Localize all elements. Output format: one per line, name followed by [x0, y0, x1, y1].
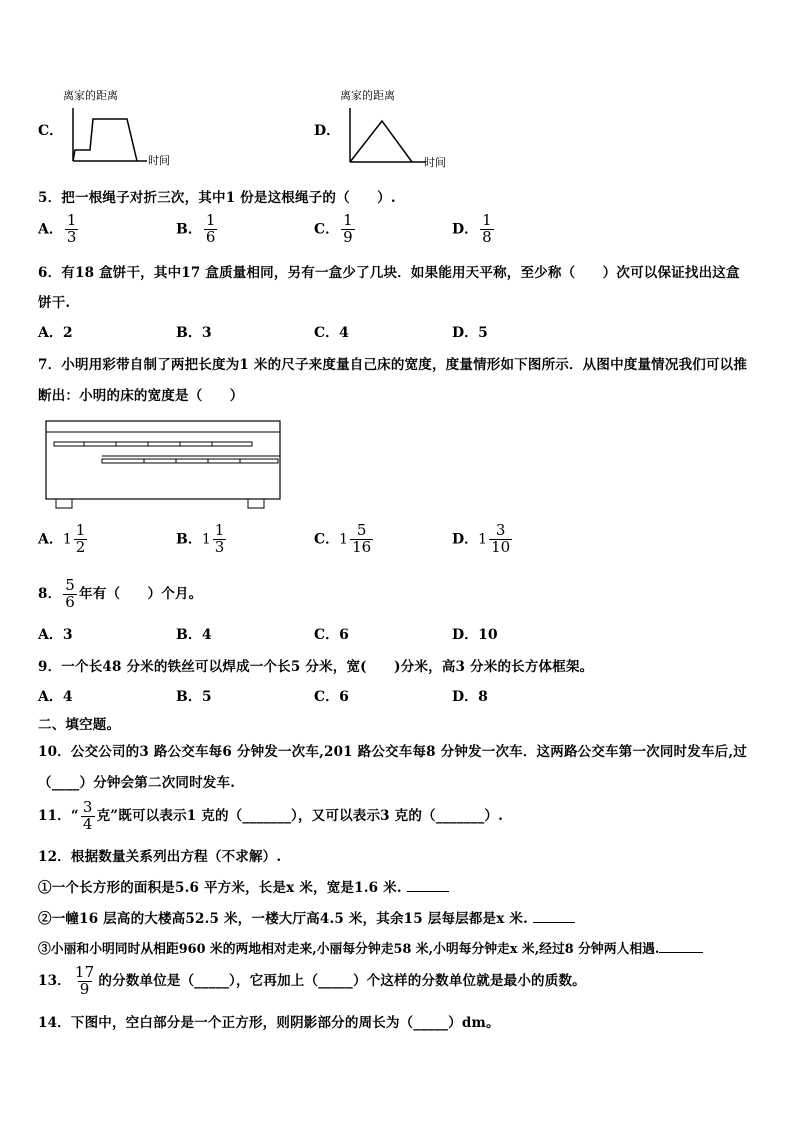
answer-blank[interactable]	[659, 940, 703, 953]
q13-text: 13． $\frac{17}{9}$ 的分数单位是（_____），它再加上（_____）个这样的分数单位就是最小的质数。	[38, 963, 586, 998]
q14-text: 14．下图中，空白部分是一个正方形，则阴影部分的周长为（_____）dm。	[38, 1015, 500, 1031]
q9-option-a: A．4	[38, 689, 73, 705]
q4-d-x-axis-label: 时间	[424, 156, 446, 168]
q7-option-b: B．1 $\frac{1}{3}$	[176, 521, 225, 556]
q5-text: 5．把一根绳子对折三次，其中1 份是这根绳子的（ ）.	[38, 190, 396, 206]
q4-d-curve	[350, 121, 412, 162]
q5-option-b: B． $\frac{1}{6}$	[176, 211, 216, 246]
q12-item-1: ①一个长方形的面积是5.6 平方米，长是x 米，宽是1.6 米.	[38, 876, 449, 896]
q12-item-2: ②一幢16 层高的大楼高52.5 米，一楼大厅高4.5 米，其余15 层每层都是x 米.	[38, 907, 575, 927]
q11-text: 11．“ $\frac{3}{4}$ 克”既可以表示1 克的（_______），又可以表示3 克的（_______）.	[38, 798, 504, 833]
q7-text-line1: 7．小明用彩带自制了两把长度为1 米的尺子来度量自己床的宽度，度量情形如下图所示．从图中度量情况我们可以推	[38, 357, 748, 373]
q7-option-c: C．1 $\frac{5}{16}$	[314, 521, 372, 556]
q4-option-c-graph	[55, 86, 175, 166]
q6-text-line1: 6．有18 盒饼干，其中17 盒质量相同，另有一盒少了几块．如果能用天平称，至少称（ ）次可以保证找出这盒	[38, 265, 740, 281]
q4-c-y-axis-label: 离家的距离	[63, 89, 118, 102]
q7-text-line2: 断出：小明的床的宽度是（ ）	[38, 388, 244, 404]
q9-option-d: D．8	[452, 689, 488, 705]
ruler-2	[102, 459, 278, 463]
q4-c-curve	[73, 119, 137, 161]
answer-blank[interactable]	[533, 910, 575, 923]
q5-option-a: A． $\frac{1}{3}$	[38, 211, 77, 246]
q9-text: 9．一个长48 分米的铁丝可以焊成一个长5 分米，宽( )分米，高3 分米的长方体框架。	[38, 659, 594, 675]
q5-option-d: D． $\frac{1}{8}$	[452, 211, 492, 246]
q12-title: 12．根据数量关系列出方程（不求解）.	[38, 849, 282, 865]
q8-option-c: C．6	[314, 627, 349, 643]
q8-option-b: B．4	[176, 627, 212, 643]
q6-option-d: D．5	[452, 325, 488, 341]
bed-leg-left	[56, 499, 72, 508]
q5-option-c: C． $\frac{1}{9}$	[314, 211, 353, 246]
answer-blank[interactable]	[407, 879, 449, 892]
q4-option-d-label: D．	[314, 123, 341, 139]
q9-option-b: B．5	[176, 689, 212, 705]
q8-option-d: D．10	[452, 627, 498, 643]
q4-d-y-axis-label: 离家的距离	[340, 89, 395, 102]
q10-text-line1: 10．公交公司的3 路公交车每6 分钟发一次车,201 路公交车每8 分钟发一次车．这两路公交车第一次同时发车后,过	[38, 744, 747, 760]
bed-leg-right	[248, 499, 264, 508]
q7-option-a: A．1 $\frac{1}{2}$	[38, 521, 86, 556]
q10-text-line2: （____）分钟会第二次同时发车.	[38, 775, 236, 791]
q7-option-d: D．1 $\frac{3}{10}$	[452, 521, 511, 556]
q6-text-line2: 饼干.	[38, 295, 71, 311]
q12-item-3: ③小丽和小明同时从相距960 米的两地相对走来,小丽每分钟走58 米,小明每分钟走x 米,经过8 分钟两人相遇.	[38, 938, 703, 957]
q7-bed-diagram	[44, 418, 284, 510]
q4-option-d-graph	[332, 86, 462, 168]
q8-text: 8． $\frac{5}{6}$ 年有（ ）个月。	[38, 576, 203, 611]
q6-option-b: B．3	[176, 325, 212, 341]
section-2-heading: 二、填空题。	[38, 717, 121, 733]
q6-option-a: A．2	[38, 325, 73, 341]
q4-option-c-label: C．	[38, 123, 64, 139]
q6-option-c: C．4	[314, 325, 349, 341]
q4-c-x-axis-label: 时间	[148, 154, 170, 166]
q9-option-c: C．6	[314, 689, 349, 705]
q8-option-a: A．3	[38, 627, 73, 643]
